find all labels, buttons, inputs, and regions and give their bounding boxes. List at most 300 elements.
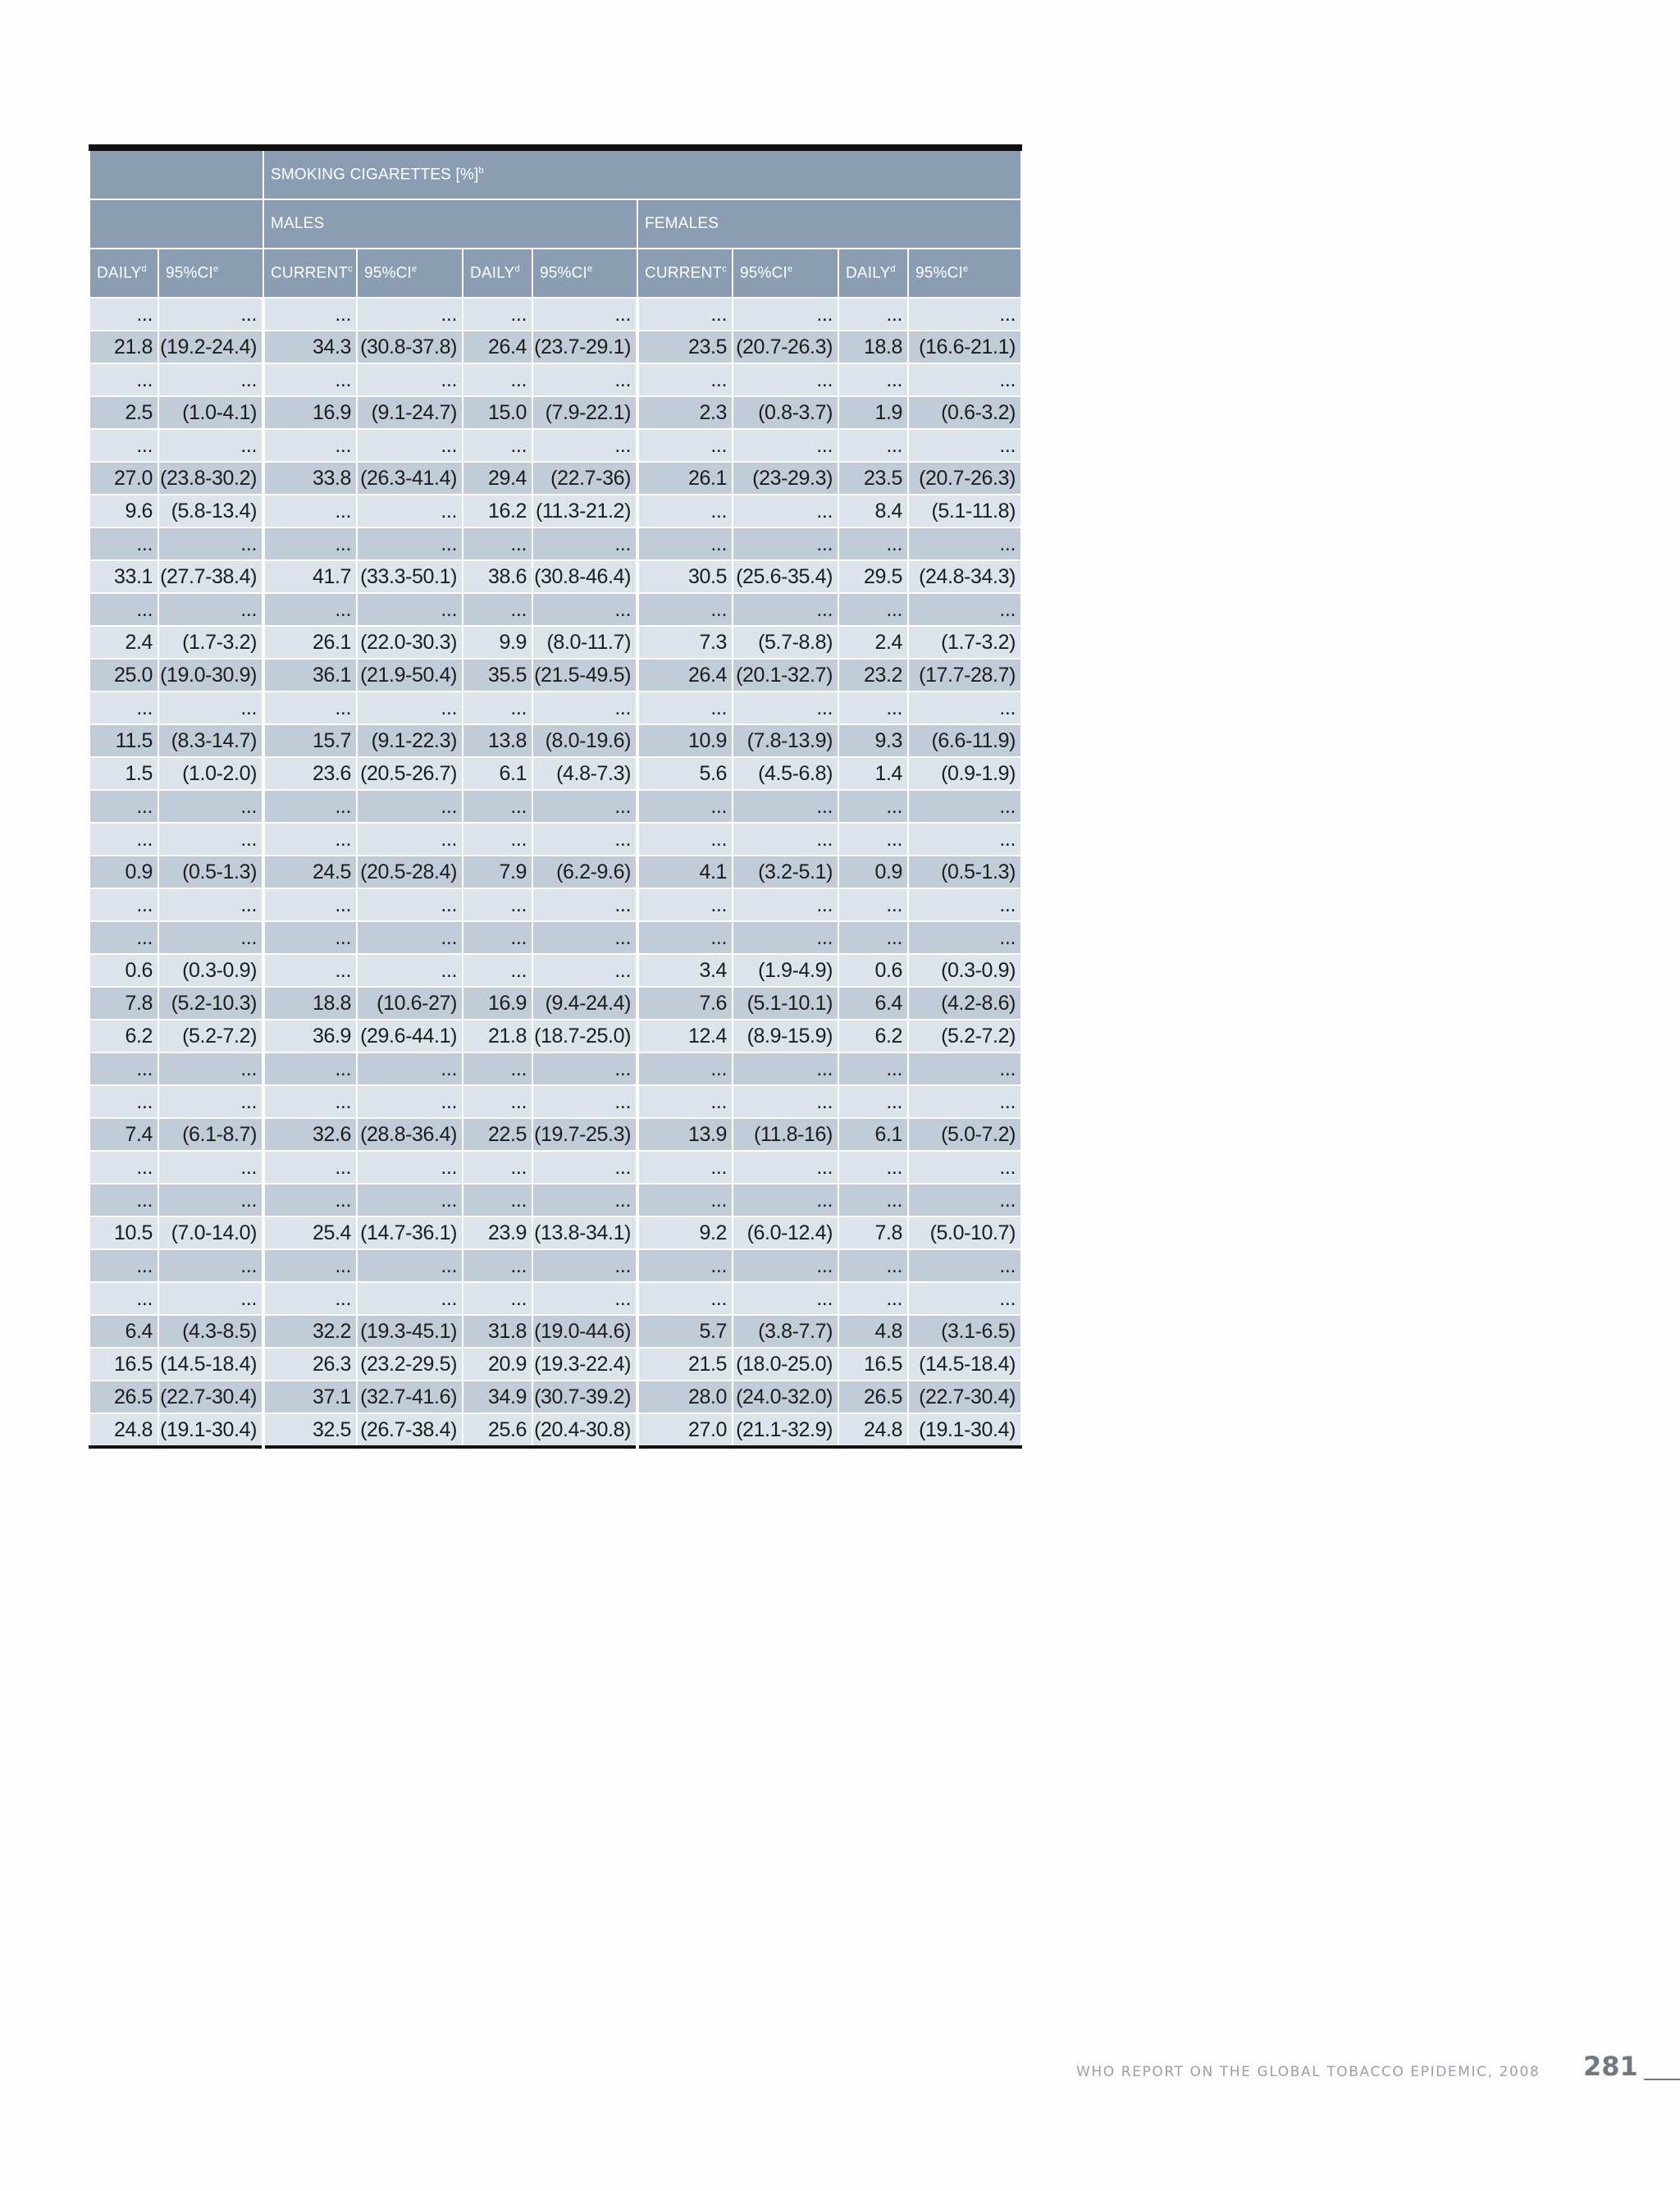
table-cell: 9.3: [838, 724, 908, 757]
table-cell: ...: [263, 1184, 357, 1216]
table-cell: (22.0-30.3): [357, 626, 463, 659]
table-row: [89, 856, 1021, 888]
table-cell: ...: [263, 954, 357, 987]
table-cell: (22.7-30.4): [908, 1381, 1021, 1413]
table-cell: (3.1-6.5): [908, 1315, 1021, 1348]
table-cell: 6.4: [89, 1315, 158, 1348]
table-cell: 9.6: [89, 495, 158, 527]
table-cell: ...: [263, 363, 357, 396]
table-cell: (20.1-32.7): [733, 659, 838, 692]
table-row: [89, 692, 1021, 724]
table-cell: ...: [89, 298, 158, 331]
table-cell: 5.6: [637, 757, 733, 790]
table-cell: ...: [532, 692, 637, 724]
table-cell: ...: [637, 921, 733, 954]
table-cell: (4.3-8.5): [158, 1315, 263, 1348]
table-cell: ...: [463, 790, 532, 823]
table-cell: ...: [357, 1282, 463, 1315]
table-cell: ...: [89, 921, 158, 954]
table-cell: ...: [637, 298, 733, 331]
table-cell: ...: [908, 1151, 1021, 1184]
table-cell: ...: [908, 1184, 1021, 1216]
table-cell: 10.9: [637, 724, 733, 757]
table-cell: 32.5: [263, 1413, 357, 1447]
table-cell: (10.6-27): [357, 987, 463, 1020]
table-cell: ...: [733, 495, 838, 527]
table-cell: 13.9: [637, 1118, 733, 1151]
table-cell: (21.9-50.4): [357, 659, 463, 692]
table-cell: ...: [263, 790, 357, 823]
table-cell: (4.5-6.8): [733, 757, 838, 790]
column-header: DAILY$^d$: [463, 249, 532, 298]
table-cell: ...: [89, 1184, 158, 1216]
smoking-cigarettes-header: SMOKING CIGARETTES [%]$^b$: [263, 148, 1021, 199]
table-cell: ...: [838, 1085, 908, 1118]
table-cell: 25.4: [263, 1216, 357, 1249]
table-cell: ...: [89, 692, 158, 724]
table-cell: 36.9: [263, 1020, 357, 1052]
table-cell: (0.5-1.3): [158, 856, 263, 888]
table-cell: ...: [158, 1249, 263, 1282]
table-cell: (1.7-3.2): [908, 626, 1021, 659]
table-cell: (20.4-30.8): [532, 1413, 637, 1447]
table-cell: 3.4: [637, 954, 733, 987]
table-cell: (24.0-32.0): [733, 1381, 838, 1413]
table-cell: ...: [532, 1282, 637, 1315]
table-cell: ...: [357, 954, 463, 987]
table-cell: (8.9-15.9): [733, 1020, 838, 1052]
table-cell: ...: [838, 1052, 908, 1085]
table-cell: 26.3: [263, 1348, 357, 1381]
table-row: [89, 1381, 1021, 1413]
table-row: [89, 1085, 1021, 1118]
table-row: [89, 1282, 1021, 1315]
table-cell: ...: [357, 692, 463, 724]
table-cell: (19.3-22.4): [532, 1348, 637, 1381]
table-row: [89, 790, 1021, 823]
table-cell: 26.1: [263, 626, 357, 659]
table-cell: ...: [908, 1085, 1021, 1118]
table-cell: 0.6: [838, 954, 908, 987]
table-cell: (19.1-30.4): [158, 1413, 263, 1447]
table-cell: 23.5: [838, 462, 908, 495]
table-row: [89, 888, 1021, 921]
table-cell: ...: [357, 1151, 463, 1184]
table-cell: ...: [357, 429, 463, 462]
table-cell: 25.0: [89, 659, 158, 692]
table-cell: 30.5: [637, 560, 733, 593]
table-cell: (29.6-44.1): [357, 1020, 463, 1052]
table-cell: ...: [89, 527, 158, 560]
table-row: [89, 954, 1021, 987]
table-cell: ...: [463, 298, 532, 331]
table-cell: (16.6-21.1): [908, 331, 1021, 363]
table-cell: (1.9-4.9): [733, 954, 838, 987]
table-cell: ...: [908, 888, 1021, 921]
table-cell: 29.4: [463, 462, 532, 495]
table-row: [89, 298, 1021, 331]
table-cell: ...: [357, 823, 463, 856]
table-cell: ...: [532, 1184, 637, 1216]
table-cell: ...: [637, 527, 733, 560]
table-row: [89, 396, 1021, 429]
table-cell: ...: [89, 790, 158, 823]
table-cell: 0.9: [89, 856, 158, 888]
table-cell: ...: [463, 1085, 532, 1118]
table-cell: 21.5: [637, 1348, 733, 1381]
table-cell: ...: [463, 921, 532, 954]
table-cell: 7.4: [89, 1118, 158, 1151]
table-cell: ...: [532, 527, 637, 560]
table-cell: ...: [158, 1151, 263, 1184]
table-cell: 12.4: [637, 1020, 733, 1052]
table-cell: ...: [263, 1282, 357, 1315]
table-cell: (3.8-7.7): [733, 1315, 838, 1348]
table-cell: 0.9: [838, 856, 908, 888]
table-cell: (20.5-28.4): [357, 856, 463, 888]
table-cell: ...: [908, 1249, 1021, 1282]
report-title: WHO REPORT ON THE GLOBAL TOBACCO EPIDEMIC, 2008: [1076, 2064, 1541, 2080]
table-cell: ...: [158, 823, 263, 856]
table-cell: ...: [158, 527, 263, 560]
table-cell: (14.5-18.4): [908, 1348, 1021, 1381]
table-cell: (23.8-30.2): [158, 462, 263, 495]
table-cell: (6.6-11.9): [908, 724, 1021, 757]
table-cell: 7.8: [89, 987, 158, 1020]
table-cell: 27.0: [89, 462, 158, 495]
table-cell: ...: [532, 823, 637, 856]
table-cell: (20.7-26.3): [908, 462, 1021, 495]
table-cell: (14.7-36.1): [357, 1216, 463, 1249]
table-cell: (0.8-3.7): [733, 396, 838, 429]
table-cell: (1.0-4.1): [158, 396, 263, 429]
table-cell: ...: [357, 1184, 463, 1216]
table-cell: (3.2-5.1): [733, 856, 838, 888]
table-row: [89, 560, 1021, 593]
table-cell: (20.5-26.7): [357, 757, 463, 790]
table-cell: ...: [838, 363, 908, 396]
table-cell: 26.5: [89, 1381, 158, 1413]
table-cell: ...: [89, 1151, 158, 1184]
table-cell: 21.8: [463, 1020, 532, 1052]
table-cell: 16.9: [263, 396, 357, 429]
table-row: [89, 1249, 1021, 1282]
table-cell: (1.0-2.0): [158, 757, 263, 790]
table-cell: ...: [838, 1249, 908, 1282]
table-cell: ...: [158, 298, 263, 331]
table-cell: ...: [263, 429, 357, 462]
table-cell: (0.5-1.3): [908, 856, 1021, 888]
table-cell: 18.8: [263, 987, 357, 1020]
table-cell: ...: [89, 429, 158, 462]
footer-rule: [1644, 2079, 1680, 2080]
table-row: [89, 495, 1021, 527]
table-cell: (5.0-7.2): [908, 1118, 1021, 1151]
table-cell: ...: [838, 527, 908, 560]
table-row: [89, 757, 1021, 790]
table-cell: 15.0: [463, 396, 532, 429]
table-row: [89, 1315, 1021, 1348]
table-cell: ...: [733, 1052, 838, 1085]
smoking-cigarettes-table: [89, 144, 1022, 1449]
table-cell: (5.8-13.4): [158, 495, 263, 527]
table-cell: 4.8: [838, 1315, 908, 1348]
table-cell: 7.6: [637, 987, 733, 1020]
table-row: [89, 659, 1021, 692]
group-header-row: [89, 148, 1021, 199]
table-cell: ...: [838, 692, 908, 724]
table-row: [89, 987, 1021, 1020]
table-cell: ...: [532, 593, 637, 626]
table-cell: ...: [89, 1052, 158, 1085]
table-cell: ...: [89, 1085, 158, 1118]
table-cell: (23-29.3): [733, 462, 838, 495]
table-cell: ...: [357, 527, 463, 560]
table-cell: 41.7: [263, 560, 357, 593]
table-cell: ...: [263, 692, 357, 724]
table-cell: (19.1-30.4): [908, 1413, 1021, 1447]
table-cell: ...: [357, 1249, 463, 1282]
table-row: [89, 1118, 1021, 1151]
table-cell: ...: [733, 823, 838, 856]
table-cell: (24.8-34.3): [908, 560, 1021, 593]
table-cell: ...: [733, 429, 838, 462]
table-cell: (19.0-30.9): [158, 659, 263, 692]
table-cell: 38.6: [463, 560, 532, 593]
table-cell: (27.7-38.4): [158, 560, 263, 593]
table-cell: 24.8: [838, 1413, 908, 1447]
table-cell: ...: [532, 363, 637, 396]
table-cell: ...: [838, 593, 908, 626]
table-cell: 22.5: [463, 1118, 532, 1151]
table-cell: 33.8: [263, 462, 357, 495]
table-cell: 24.8: [89, 1413, 158, 1447]
table-cell: ...: [532, 1151, 637, 1184]
table-cell: ...: [263, 1151, 357, 1184]
table-cell: (7.8-13.9): [733, 724, 838, 757]
table-cell: ...: [463, 823, 532, 856]
table-cell: (19.3-45.1): [357, 1315, 463, 1348]
table-cell: ...: [908, 1282, 1021, 1315]
table-cell: ...: [158, 1052, 263, 1085]
table-cell: 16.2: [463, 495, 532, 527]
table-row: [89, 527, 1021, 560]
table-cell: ...: [637, 429, 733, 462]
table-cell: ...: [637, 1085, 733, 1118]
table-cell: 1.9: [838, 396, 908, 429]
table-cell: (5.0-10.7): [908, 1216, 1021, 1249]
table-cell: 20.9: [463, 1348, 532, 1381]
table-cell: ...: [158, 1184, 263, 1216]
table-cell: 34.9: [463, 1381, 532, 1413]
table-row: [89, 331, 1021, 363]
table-cell: ...: [908, 692, 1021, 724]
table-row: [89, 1020, 1021, 1052]
table-row: [89, 462, 1021, 495]
table-cell: (26.7-38.4): [357, 1413, 463, 1447]
table-cell: (19.7-25.3): [532, 1118, 637, 1151]
table-cell: (18.0-25.0): [733, 1348, 838, 1381]
column-header: DAILY$^d$: [89, 249, 158, 298]
table-cell: (8.0-19.6): [532, 724, 637, 757]
table-cell: ...: [637, 1184, 733, 1216]
table-cell: 31.8: [463, 1315, 532, 1348]
table-cell: (6.1-8.7): [158, 1118, 263, 1151]
table-cell: 24.5: [263, 856, 357, 888]
table-cell: ...: [908, 298, 1021, 331]
table-cell: (30.8-37.8): [357, 331, 463, 363]
females-header: FEMALES: [637, 199, 1021, 249]
table-cell: ...: [89, 823, 158, 856]
column-header: 95%CIe: [733, 249, 838, 298]
table-cell: ...: [908, 790, 1021, 823]
table-cell: ...: [838, 790, 908, 823]
table-cell: ...: [463, 1184, 532, 1216]
table-cell: (7.0-14.0): [158, 1216, 263, 1249]
table-cell: ...: [733, 1184, 838, 1216]
table-row: [89, 1348, 1021, 1381]
table-cell: ...: [463, 692, 532, 724]
table-cell: (17.7-28.7): [908, 659, 1021, 692]
table-cell: 10.5: [89, 1216, 158, 1249]
table-cell: ...: [263, 495, 357, 527]
table-cell: (0.6-3.2): [908, 396, 1021, 429]
table-cell: 21.8: [89, 331, 158, 363]
table-cell: ...: [263, 921, 357, 954]
table-cell: ...: [463, 1052, 532, 1085]
table-cell: 35.5: [463, 659, 532, 692]
table-cell: ...: [838, 1282, 908, 1315]
table-cell: ...: [463, 1282, 532, 1315]
column-header: CURRENT$^c$: [263, 249, 357, 298]
table-cell: 34.3: [263, 331, 357, 363]
table-cell: ...: [357, 495, 463, 527]
table-cell: 26.4: [463, 331, 532, 363]
table-cell: ...: [357, 1085, 463, 1118]
table-cell: ...: [908, 429, 1021, 462]
table-cell: ...: [158, 692, 263, 724]
table-cell: (4.8-7.3): [532, 757, 637, 790]
table-cell: (5.1-11.8): [908, 495, 1021, 527]
table-cell: ...: [89, 363, 158, 396]
table-cell: ...: [463, 429, 532, 462]
table-cell: (28.8-36.4): [357, 1118, 463, 1151]
table-cell: ...: [263, 1249, 357, 1282]
table-cell: 7.8: [838, 1216, 908, 1249]
table-cell: ...: [908, 921, 1021, 954]
table-cell: ...: [89, 593, 158, 626]
table-cell: ...: [263, 527, 357, 560]
table-cell: 32.2: [263, 1315, 357, 1348]
table-cell: 23.9: [463, 1216, 532, 1249]
table-cell: (0.3-0.9): [158, 954, 263, 987]
table-cell: 23.5: [637, 331, 733, 363]
table-cell: 6.2: [838, 1020, 908, 1052]
table-cell: 16.5: [838, 1348, 908, 1381]
table-cell: ...: [263, 593, 357, 626]
table-cell: (5.2-7.2): [908, 1020, 1021, 1052]
column-header: 95%CIe: [357, 249, 463, 298]
table-cell: ...: [357, 593, 463, 626]
table-cell: ...: [263, 823, 357, 856]
table-cell: 6.2: [89, 1020, 158, 1052]
table-cell: ...: [532, 1052, 637, 1085]
table-cell: ...: [532, 921, 637, 954]
table-cell: 16.5: [89, 1348, 158, 1381]
column-header: 95%CIe: [908, 249, 1021, 298]
table-cell: 0.6: [89, 954, 158, 987]
table-cell: 18.8: [838, 331, 908, 363]
table-cell: (21.1-32.9): [733, 1413, 838, 1447]
table-cell: ...: [357, 298, 463, 331]
table-cell: (19.0-44.6): [532, 1315, 637, 1348]
table-cell: 15.7: [263, 724, 357, 757]
table-cell: ...: [263, 1052, 357, 1085]
table-row: [89, 1151, 1021, 1184]
table-cell: (9.1-24.7): [357, 396, 463, 429]
table-cell: ...: [838, 823, 908, 856]
table-cell: ...: [733, 1249, 838, 1282]
smoking-table-container: [89, 144, 1020, 1449]
table-cell: 2.3: [637, 396, 733, 429]
table-cell: (5.2-7.2): [158, 1020, 263, 1052]
table-cell: ...: [838, 429, 908, 462]
table-cell: (9.1-22.3): [357, 724, 463, 757]
males-header: MALES: [263, 199, 637, 249]
table-cell: (6.0-12.4): [733, 1216, 838, 1249]
table-cell: ...: [908, 1052, 1021, 1085]
table-cell: 9.9: [463, 626, 532, 659]
table-row: [89, 1184, 1021, 1216]
table-cell: ...: [733, 1085, 838, 1118]
table-cell: ...: [637, 823, 733, 856]
table-cell: ...: [637, 790, 733, 823]
table-cell: ...: [908, 363, 1021, 396]
table-row: [89, 1052, 1021, 1085]
table-cell: ...: [532, 429, 637, 462]
table-cell: (23.7-29.1): [532, 331, 637, 363]
table-cell: ...: [463, 954, 532, 987]
table-cell: ...: [158, 593, 263, 626]
table-cell: ...: [637, 1249, 733, 1282]
table-cell: ...: [637, 593, 733, 626]
table-cell: 23.6: [263, 757, 357, 790]
table-cell: ...: [838, 298, 908, 331]
table-cell: ...: [908, 593, 1021, 626]
table-cell: 1.5: [89, 757, 158, 790]
table-cell: (6.2-9.6): [532, 856, 637, 888]
table-cell: 7.9: [463, 856, 532, 888]
table-cell: (30.8-46.4): [532, 560, 637, 593]
sex-header-row: [89, 199, 1021, 249]
table-row: [89, 1216, 1021, 1249]
table-cell: (22.7-30.4): [158, 1381, 263, 1413]
table-cell: 6.4: [838, 987, 908, 1020]
table-cell: ...: [733, 527, 838, 560]
table-cell: ...: [357, 363, 463, 396]
table-cell: ...: [733, 692, 838, 724]
table-cell: (8.3-14.7): [158, 724, 263, 757]
table-cell: (25.6-35.4): [733, 560, 838, 593]
table-cell: ...: [908, 823, 1021, 856]
table-cell: (23.2-29.5): [357, 1348, 463, 1381]
table-row: [89, 1413, 1021, 1447]
table-body: [89, 298, 1021, 1447]
table-cell: ...: [158, 921, 263, 954]
table-cell: (30.7-39.2): [532, 1381, 637, 1413]
column-header: 95%CIe: [532, 249, 637, 298]
table-cell: 2.4: [89, 626, 158, 659]
